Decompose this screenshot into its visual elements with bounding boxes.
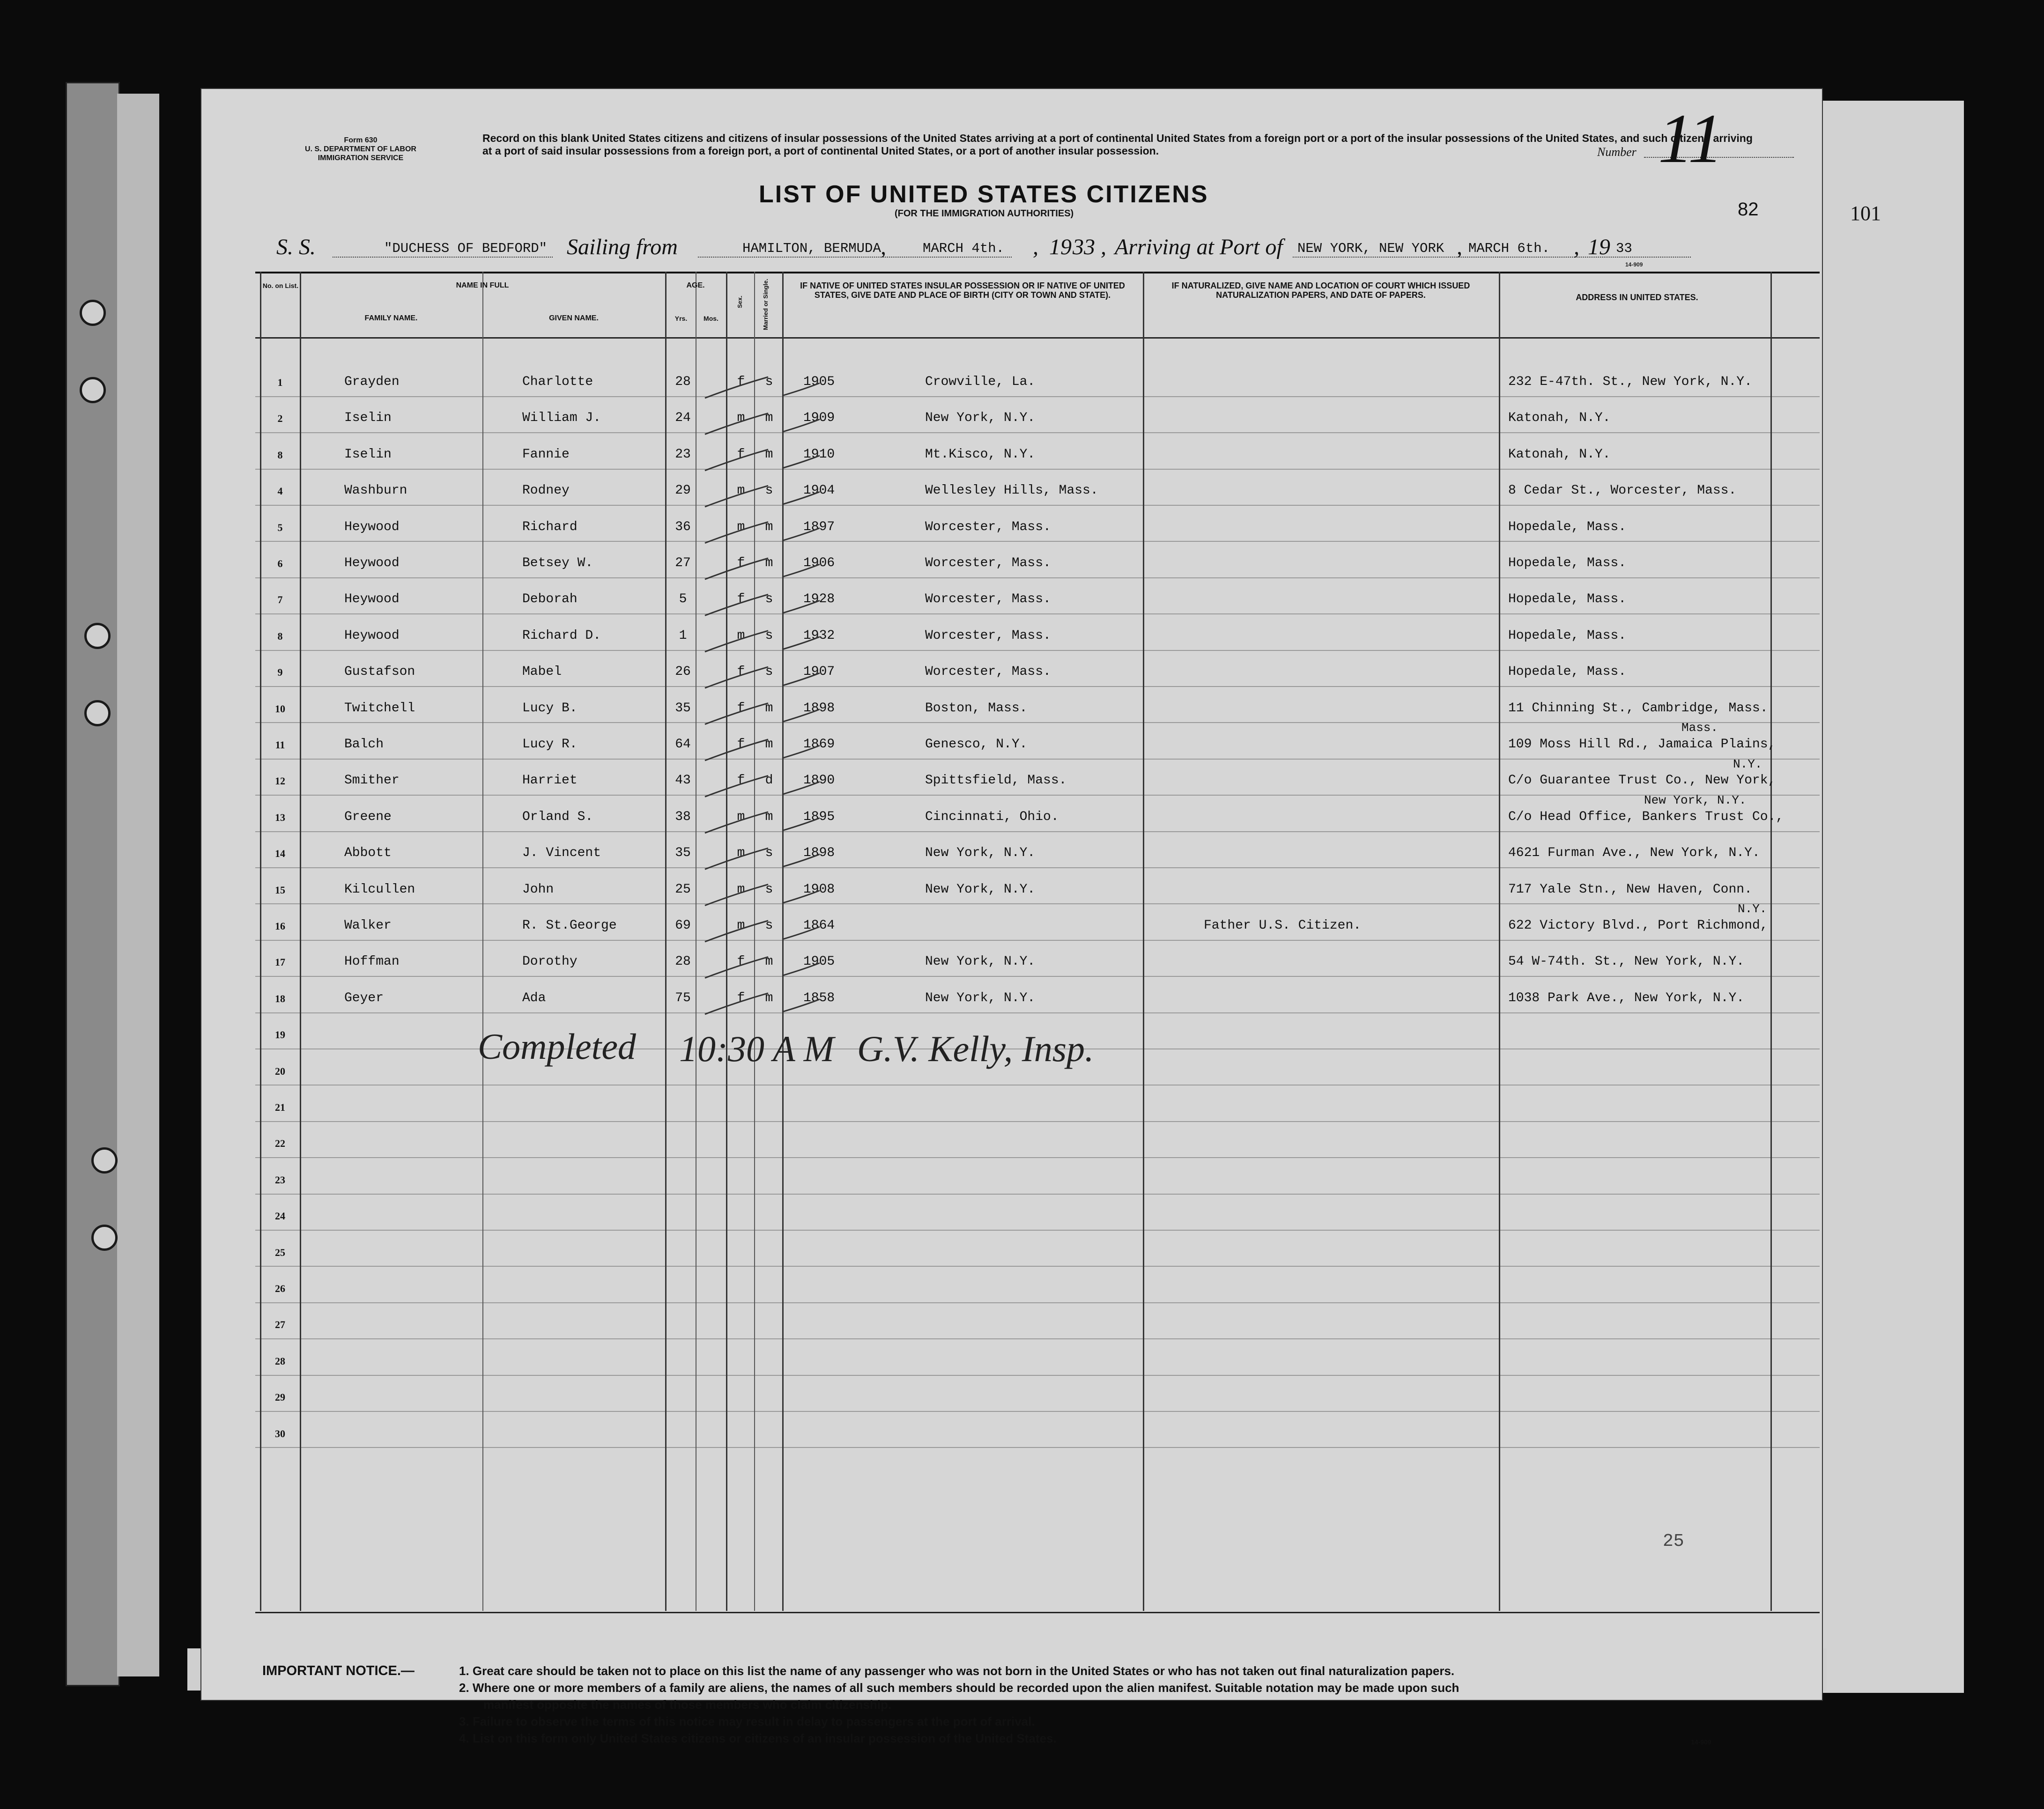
column-rule — [1770, 272, 1772, 1611]
cell-given: Mabel — [522, 665, 562, 679]
cell-sex: m — [737, 519, 745, 534]
notice-items — [459, 1662, 1808, 1747]
cell-ms: m — [765, 954, 773, 969]
row-number: 7 — [277, 594, 283, 606]
cell-family: Hoffman — [344, 954, 400, 969]
cell-family: Walker — [344, 918, 392, 933]
cell-sex: m — [737, 411, 745, 426]
row-number: 9 — [277, 666, 283, 679]
row-rule — [255, 650, 1820, 651]
form-code: 14-909 — [1625, 261, 1643, 268]
cell-given: John — [522, 882, 554, 897]
comma: , — [1101, 235, 1106, 259]
cell-given: Dorothy — [522, 954, 578, 969]
cell-year: 1928 — [803, 592, 835, 607]
notice-item: manifest opposite the names of those members who claim citizenship. — [483, 1698, 892, 1712]
cell-addr: 717 Yale Stn., New Haven, Conn. — [1508, 882, 1752, 897]
cell-year: 1932 — [803, 628, 835, 643]
row-number: 22 — [275, 1137, 285, 1150]
col-header-sex: Sex. — [736, 295, 743, 309]
cell-place: Worcester, Mass. — [925, 592, 1051, 607]
cell-given: Betsey W. — [522, 556, 593, 570]
row-number: 20 — [275, 1065, 285, 1077]
cell-family: Greene — [344, 809, 392, 824]
cell-family: Geyer — [344, 990, 384, 1005]
cell-family: Iselin — [344, 447, 392, 462]
voyage-line — [276, 234, 1775, 262]
binder-inner-strip — [117, 94, 159, 1676]
row-rule — [255, 1375, 1820, 1376]
comma: , — [881, 235, 886, 259]
cell-addr: Hopedale, Mass. — [1508, 665, 1627, 679]
cell-ms: s — [765, 918, 773, 933]
address-overflow: N.Y. — [1738, 902, 1767, 916]
cell-ms: m — [765, 556, 773, 570]
notice-item: 2. Where one or more members of a family are aliens, the names of all such members should be recorded upon the alien manifest. Suitable notation may be made upon such — [459, 1681, 1459, 1695]
binder-hole — [91, 1225, 118, 1251]
row-number: 17 — [275, 956, 285, 968]
cell-ms: s — [765, 628, 773, 643]
row-rule — [255, 1121, 1820, 1122]
cell-addr: Hopedale, Mass. — [1508, 628, 1627, 643]
cell-family: Gustafson — [344, 665, 415, 679]
row-number: 12 — [275, 775, 285, 787]
column-rule — [1143, 272, 1144, 1611]
cell-family: Heywood — [344, 556, 400, 570]
form-code-bottom: 14-909 — [1691, 1738, 1711, 1746]
cell-ms: s — [765, 592, 773, 607]
column-rule — [482, 272, 483, 1611]
cell-place: Spittsfield, Mass. — [925, 773, 1067, 788]
cell-sex: f — [737, 990, 745, 1005]
cell-given: Lucy B. — [522, 701, 578, 716]
cell-given: Fannie — [522, 447, 570, 462]
cell-year: 1869 — [803, 737, 835, 752]
cell-yrs: 1 — [679, 628, 687, 643]
row-number: 24 — [275, 1210, 285, 1222]
form-header — [267, 136, 454, 162]
number-label: Number — [1597, 145, 1637, 159]
cell-addr: 232 E-47th. St., New York, N.Y. — [1508, 375, 1752, 389]
cell-year: 1898 — [803, 846, 835, 861]
cell-yrs: 35 — [675, 846, 691, 861]
binder-hole — [91, 1147, 118, 1174]
row-number: 28 — [275, 1355, 285, 1367]
address-overflow: New York, N.Y. — [1644, 793, 1747, 807]
cell-ms: m — [765, 447, 773, 462]
cell-year: 1858 — [803, 990, 835, 1005]
row-rule — [255, 722, 1820, 723]
row-number: 14 — [275, 848, 285, 860]
cell-place: New York, N.Y. — [925, 411, 1036, 426]
row-rule — [255, 469, 1820, 470]
cell-place: New York, N.Y. — [925, 954, 1036, 969]
row-rule — [255, 867, 1820, 868]
cell-sex: f — [737, 592, 745, 607]
list-number: 11 — [1658, 100, 1723, 177]
cell-place: New York, N.Y. — [925, 990, 1036, 1005]
row-rule — [255, 1012, 1820, 1013]
column-rule — [754, 272, 755, 1611]
cell-yrs: 38 — [675, 809, 691, 824]
page-number: 82 — [1738, 199, 1759, 220]
row-number: 2 — [277, 413, 283, 425]
col-header-age: AGE. — [686, 281, 705, 289]
cell-ms: m — [765, 519, 773, 534]
column-rule — [665, 272, 667, 1611]
row-number: 4 — [277, 485, 283, 497]
col-header-married: Married or Single. — [762, 279, 769, 330]
arriving-port: NEW YORK, NEW YORK — [1297, 241, 1444, 256]
cell-sex: m — [737, 918, 745, 933]
cell-yrs: 29 — [675, 483, 691, 498]
cell-year: 1864 — [803, 918, 835, 933]
cell-year: 1910 — [803, 447, 835, 462]
notice-item: 4. List on this form only United States citizens or citizens of an insular possession of the United States. — [459, 1731, 1057, 1745]
row-number: 18 — [275, 992, 285, 1004]
table-top-rule — [255, 272, 1820, 273]
notice-item: 3. Failure to observe the terms of this notice may result in delay to passengers at the port of arrival. — [459, 1714, 1035, 1728]
row-number: 6 — [277, 558, 283, 569]
cell-year: 1890 — [803, 773, 835, 788]
column-rule — [260, 272, 261, 1611]
cell-given: R. St.George — [522, 918, 617, 933]
cell-year: 1905 — [803, 954, 835, 969]
handwritten-time: 10:30 A M — [679, 1028, 834, 1069]
cell-nat: Father U.S. Citizen. — [1204, 918, 1362, 933]
cell-yrs: 26 — [675, 665, 691, 679]
cell-family: Iselin — [344, 411, 392, 426]
manifest-sheet — [201, 89, 1822, 1746]
cell-sex: m — [737, 483, 745, 498]
row-rule — [255, 432, 1820, 433]
cell-given: Ada — [522, 990, 546, 1005]
cell-given: Charlotte — [522, 375, 593, 389]
row-number: 29 — [275, 1391, 285, 1403]
cell-addr: C/o Guarantee Trust Co., New York, — [1508, 773, 1776, 788]
cell-place: Crowville, La. — [925, 375, 1036, 389]
binder-hole — [84, 700, 111, 726]
cell-year: 1904 — [803, 483, 835, 498]
cell-year: 1909 — [803, 411, 835, 426]
cell-family: Abbott — [344, 846, 392, 861]
col-header-mos: Mos. — [704, 315, 718, 322]
cell-addr: 8 Cedar St., Worcester, Mass. — [1508, 483, 1737, 498]
row-rule — [255, 940, 1820, 941]
sailing-year: 33 — [1073, 235, 1095, 259]
cell-ms: s — [765, 882, 773, 897]
cell-sex: m — [737, 809, 745, 824]
sailing-date: MARCH 4th. — [923, 241, 1005, 256]
form-number: Form 630 — [344, 136, 378, 144]
row-number: 26 — [275, 1283, 285, 1294]
cell-place: New York, N.Y. — [925, 846, 1036, 861]
binder-hole — [80, 377, 106, 403]
cell-year: 1895 — [803, 809, 835, 824]
cell-yrs: 28 — [675, 954, 691, 969]
cell-family: Heywood — [344, 592, 400, 607]
cell-given: Richard — [522, 519, 578, 534]
cell-family: Smither — [344, 773, 400, 788]
cell-ms: s — [765, 665, 773, 679]
year-prefix: 19 — [1588, 235, 1610, 259]
col-header-birth: IF NATIVE OF UNITED STATES INSULAR POSSESSION OR IF NATIVE OF UNITED STATES, GIVE DATE AND PLACE OF BIRTH (CITY OR TOWN AND STATE). — [800, 281, 1125, 300]
cell-year: 1905 — [803, 375, 835, 389]
cell-given: Lucy R. — [522, 737, 578, 752]
cell-sex: f — [737, 773, 745, 788]
binder-hole — [84, 623, 111, 649]
row-number: 8 — [277, 449, 283, 461]
row-rule — [255, 759, 1820, 760]
cell-place: Worcester, Mass. — [925, 519, 1051, 534]
row-rule — [255, 1157, 1820, 1158]
cell-given: Rodney — [522, 483, 570, 498]
cell-addr: 109 Moss Hill Rd., Jamaica Plains, — [1508, 737, 1776, 752]
cell-yrs: 24 — [675, 411, 691, 426]
page-subtitle: (FOR THE IMMIGRATION AUTHORITIES) — [895, 208, 1074, 219]
cell-yrs: 35 — [675, 701, 691, 716]
row-number: 15 — [275, 884, 285, 896]
row-number: 21 — [275, 1101, 285, 1113]
notice-item: 1. Great care should be taken not to place on this list the name of any passenger who was not born in the United States or who has not taken out final naturalization papers. — [459, 1664, 1455, 1678]
cell-sex: f — [737, 375, 745, 389]
underlying-page — [1817, 101, 1964, 1693]
column-rule — [1499, 272, 1500, 1611]
row-rule — [255, 1447, 1820, 1448]
cell-sex: f — [737, 665, 745, 679]
cell-year: 1908 — [803, 882, 835, 897]
row-number: 16 — [275, 920, 285, 932]
handwritten-completed: Completed — [478, 1026, 636, 1067]
row-number: 1 — [277, 377, 283, 388]
address-overflow: Mass. — [1681, 721, 1718, 735]
cell-addr: Katonah, N.Y. — [1508, 447, 1611, 462]
cell-yrs: 69 — [675, 918, 691, 933]
row-rule — [255, 686, 1820, 687]
cell-family: Twitchell — [344, 701, 415, 716]
cell-addr: 4621 Furman Ave., New York, N.Y. — [1508, 846, 1760, 861]
cell-ms: s — [765, 846, 773, 861]
cell-yrs: 64 — [675, 737, 691, 752]
cell-family: Heywood — [344, 519, 400, 534]
comma: , — [1457, 235, 1462, 259]
cell-year: 1906 — [803, 556, 835, 570]
cell-place: Boston, Mass. — [925, 701, 1028, 716]
ship-name: "DUCHESS OF BEDFORD" — [384, 241, 548, 256]
ss-label: S. S. — [276, 235, 316, 259]
page-stamp: 25 — [1663, 1531, 1684, 1551]
col-header-name-in-full: NAME IN FULL — [456, 281, 509, 289]
cell-family: Balch — [344, 737, 384, 752]
cell-place: Worcester, Mass. — [925, 628, 1051, 643]
row-rule — [255, 1411, 1820, 1412]
row-rule — [255, 903, 1820, 904]
cell-ms: m — [765, 701, 773, 716]
department: U. S. DEPARTMENT OF LABOR — [305, 145, 416, 153]
column-rule — [300, 272, 301, 1611]
col-header-given: GIVEN NAME. — [549, 314, 599, 322]
column-rule — [782, 272, 784, 1611]
col-header-no: No. on List. — [262, 282, 299, 289]
cell-ms: s — [765, 483, 773, 498]
row-rule — [255, 795, 1820, 796]
cell-ms: m — [765, 737, 773, 752]
cell-addr: Katonah, N.Y. — [1508, 411, 1611, 426]
cell-family: Washburn — [344, 483, 407, 498]
ship-field-line — [333, 257, 553, 258]
row-rule — [255, 1302, 1820, 1303]
row-rule — [255, 1194, 1820, 1195]
row-number: 19 — [275, 1029, 285, 1041]
cell-addr: 622 Victory Blvd., Port Richmond, — [1508, 918, 1768, 933]
cell-place: Wellesley Hills, Mass. — [925, 483, 1098, 498]
sailing-field-line — [698, 257, 1012, 258]
cell-yrs: 28 — [675, 375, 691, 389]
cell-place: Worcester, Mass. — [925, 556, 1051, 570]
row-rule — [255, 396, 1820, 397]
row-number: 25 — [275, 1246, 285, 1258]
row-rule — [255, 577, 1820, 578]
year-prefix: 19 — [1049, 235, 1072, 259]
row-rule — [255, 1230, 1820, 1231]
comma: , — [1574, 235, 1579, 259]
cell-year: 1898 — [803, 701, 835, 716]
cell-ms: m — [765, 809, 773, 824]
cell-yrs: 43 — [675, 773, 691, 788]
cell-addr: Hopedale, Mass. — [1508, 556, 1627, 570]
cell-addr: Hopedale, Mass. — [1508, 519, 1627, 534]
notice-label: IMPORTANT NOTICE.— — [262, 1663, 415, 1678]
row-rule — [255, 976, 1820, 977]
cell-place: Worcester, Mass. — [925, 665, 1051, 679]
row-rule — [255, 1338, 1820, 1339]
row-rule — [255, 831, 1820, 832]
cell-ms: m — [765, 990, 773, 1005]
arriving-label: Arriving at Port of — [1115, 235, 1283, 259]
arriving-year: 33 — [1616, 241, 1632, 256]
col-header-address: ADDRESS IN UNITED STATES. — [1576, 293, 1698, 302]
comma: , — [1033, 235, 1038, 259]
row-rule — [255, 613, 1820, 614]
cell-addr: 54 W-74th. St., New York, N.Y. — [1508, 954, 1745, 969]
cell-sex: m — [737, 846, 745, 861]
row-rule — [255, 541, 1820, 542]
cell-place: Mt.Kisco, N.Y. — [925, 447, 1036, 462]
record-instructions: Record on this blank United States citizens and citizens of insular possessions of the United States arriving at a port of continental United States from a foreign port or a port of the insular possessions of the United States, and such citizens arriving at a port of said insular possessions from a foreign port, a port of continental United States, or a port of another insular possession. — [482, 132, 1753, 157]
cell-family: Grayden — [344, 375, 400, 389]
row-number: 11 — [275, 739, 285, 751]
cell-place: Genesco, N.Y. — [925, 737, 1028, 752]
cell-sex: f — [737, 447, 745, 462]
sailing-port: HAMILTON, BERMUDA — [742, 241, 881, 256]
col-header-naturalized: IF NATURALIZED, GIVE NAME AND LOCATION OF COURT WHICH ISSUED NATURALIZATION PAPERS, AND DATE OF PAPERS. — [1171, 281, 1470, 300]
cell-ms: m — [765, 411, 773, 426]
service: IMMIGRATION SERVICE — [318, 154, 404, 162]
cell-family: Kilcullen — [344, 882, 415, 897]
cell-ms: s — [765, 375, 773, 389]
cell-sex: f — [737, 556, 745, 570]
cell-yrs: 27 — [675, 556, 691, 570]
col-header-yrs: Yrs. — [674, 315, 688, 322]
cell-given: J. Vincent — [522, 846, 601, 861]
cell-yrs: 25 — [675, 882, 691, 897]
cell-addr: 1038 Park Ave., New York, N.Y. — [1508, 990, 1745, 1005]
cell-addr: C/o Head Office, Bankers Trust Co., — [1508, 809, 1784, 824]
row-rule — [255, 1266, 1820, 1267]
cell-given: Richard D. — [522, 628, 601, 643]
arriving-field-line — [1293, 257, 1691, 258]
cell-addr: 11 Chinning St., Cambridge, Mass. — [1508, 701, 1768, 716]
cell-sex: m — [737, 628, 745, 643]
cell-family: Heywood — [344, 628, 400, 643]
cell-sex: f — [737, 954, 745, 969]
table-bottom-rule — [255, 1612, 1820, 1613]
cell-given: Harriet — [522, 773, 578, 788]
arriving-date: MARCH 6th. — [1468, 241, 1550, 256]
binder-hole — [80, 300, 106, 326]
cell-sex: f — [737, 701, 745, 716]
col-header-family: FAMILY NAME. — [364, 314, 418, 322]
cell-year: 1907 — [803, 665, 835, 679]
cell-yrs: 75 — [675, 990, 691, 1005]
row-number: 23 — [275, 1174, 285, 1186]
row-number: 30 — [275, 1427, 285, 1440]
page-title: LIST OF UNITED STATES CITIZENS — [759, 181, 1209, 208]
cell-sex: m — [737, 882, 745, 897]
sailing-label: Sailing from — [567, 235, 678, 259]
row-number: 8 — [277, 630, 283, 642]
cell-year: 1897 — [803, 519, 835, 534]
handwritten-signature: G.V. Kelly, Insp. — [857, 1028, 1094, 1069]
folio-number: 101 — [1850, 202, 1881, 225]
cell-place: Cincinnati, Ohio. — [925, 809, 1059, 824]
cell-given: Orland S. — [522, 809, 593, 824]
cell-yrs: 36 — [675, 519, 691, 534]
row-number: 5 — [277, 521, 283, 533]
column-rule — [726, 272, 727, 1611]
cell-ms: d — [765, 773, 773, 788]
row-rule — [255, 505, 1820, 506]
row-number: 13 — [275, 811, 285, 823]
cell-given: Deborah — [522, 592, 578, 607]
cell-place: New York, N.Y. — [925, 882, 1036, 897]
cell-yrs: 5 — [679, 592, 687, 607]
cell-sex: f — [737, 737, 745, 752]
cell-addr: Hopedale, Mass. — [1508, 592, 1627, 607]
header-bottom-rule — [255, 337, 1820, 339]
cell-yrs: 23 — [675, 447, 691, 462]
row-number: 10 — [275, 702, 285, 715]
cell-given: William J. — [522, 411, 601, 426]
row-number: 27 — [275, 1319, 285, 1331]
address-overflow: N.Y. — [1733, 757, 1763, 771]
